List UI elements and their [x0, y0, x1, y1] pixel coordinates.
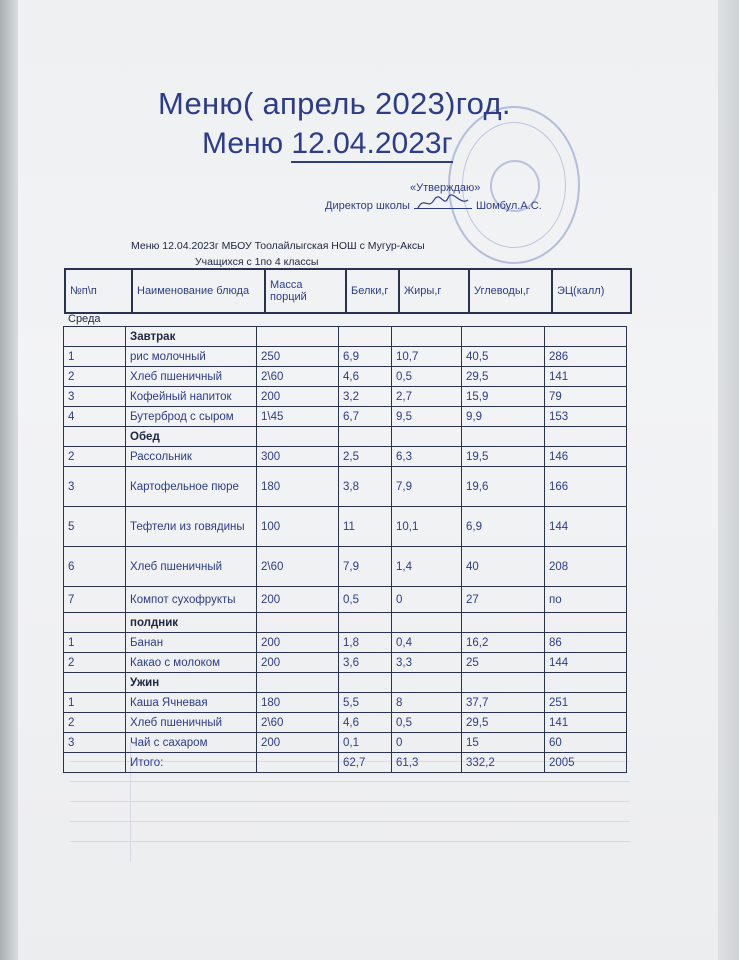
- dish-fat: 2,7: [392, 387, 462, 407]
- empty-cell: [462, 613, 545, 633]
- empty-cell: [257, 613, 339, 633]
- dish-fat: 6,3: [392, 447, 462, 467]
- dish-number: 5: [64, 507, 126, 547]
- faint-back-print: [70, 742, 630, 862]
- dish-kcal: 146: [545, 447, 627, 467]
- dish-number: 4: [64, 407, 126, 427]
- meal-section-row: [64, 327, 627, 347]
- empty-cell: [339, 327, 392, 347]
- dish-name: Каша Ячневая: [126, 693, 257, 713]
- menu-date-title: Меню 12.04.2023г: [202, 127, 453, 161]
- dish-carbs: 15,9: [462, 387, 545, 407]
- dish-kcal: 286: [545, 347, 627, 367]
- dish-name: Хлеб пшеничный: [126, 367, 257, 387]
- empty-cell: [392, 427, 462, 447]
- total-label: Итого:: [126, 753, 257, 773]
- dish-carbs: 40,5: [462, 347, 545, 367]
- meal-name: Ужин: [126, 673, 257, 693]
- menu-subtitle: Меню 12.04.2023г МБОУ Тоолайлыгская НОШ с Мугур-Аксы: [131, 240, 425, 252]
- dish-row: [64, 633, 627, 653]
- dish-protein: 5,5: [339, 693, 392, 713]
- dish-number: 2: [64, 653, 126, 673]
- column-header: ЭЦ(калл): [552, 269, 631, 313]
- empty-cell: [392, 613, 462, 633]
- empty-cell: [462, 427, 545, 447]
- dish-carbs: 29,5: [462, 713, 545, 733]
- dish-kcal: 144: [545, 507, 627, 547]
- dish-fat: 0: [392, 733, 462, 753]
- meal-section-row: [64, 613, 627, 633]
- column-header: Масса порций: [265, 269, 346, 313]
- dish-fat: 0: [392, 587, 462, 613]
- dish-protein: 3,6: [339, 653, 392, 673]
- empty-cell: [392, 327, 462, 347]
- dish-number: 2: [64, 447, 126, 467]
- dish-fat: 10,1: [392, 507, 462, 547]
- approval-label: «Утверждаю»: [410, 182, 481, 194]
- dish-mass: 180: [257, 467, 339, 507]
- dish-row: [64, 713, 627, 733]
- dish-mass: 2\60: [257, 547, 339, 587]
- dish-kcal: 86: [545, 633, 627, 653]
- dish-protein: 1,8: [339, 633, 392, 653]
- dish-number: 1: [64, 633, 126, 653]
- dish-fat: 0,5: [392, 713, 462, 733]
- dish-row: [64, 547, 627, 587]
- dish-row: [64, 507, 627, 547]
- meal-section-row: [64, 673, 627, 693]
- dish-mass: 100: [257, 507, 339, 547]
- column-header: Белки,г: [346, 269, 399, 313]
- dish-kcal: 141: [545, 713, 627, 733]
- dish-mass: 200: [257, 653, 339, 673]
- menu-header-table: [64, 268, 632, 314]
- empty-cell: [64, 327, 126, 347]
- dish-kcal: 153: [545, 407, 627, 427]
- empty-cell: [545, 613, 627, 633]
- dish-mass: 200: [257, 733, 339, 753]
- dish-name: рис молочный: [126, 347, 257, 367]
- empty-cell: [257, 327, 339, 347]
- dish-number: 2: [64, 367, 126, 387]
- dish-carbs: 29,5: [462, 367, 545, 387]
- dish-name: Компот сухофрукты: [126, 587, 257, 613]
- dish-row: [64, 653, 627, 673]
- dish-protein: 4,6: [339, 713, 392, 733]
- dish-number: 3: [64, 733, 126, 753]
- dish-carbs: 40: [462, 547, 545, 587]
- dish-carbs: 15: [462, 733, 545, 753]
- empty-cell: [462, 327, 545, 347]
- dish-fat: 1,4: [392, 547, 462, 587]
- total-protein: 62,7: [339, 753, 392, 773]
- dish-fat: 8: [392, 693, 462, 713]
- column-header: Жиры,г: [399, 269, 469, 313]
- dish-carbs: 27: [462, 587, 545, 613]
- dish-name: Хлеб пшеничный: [126, 547, 257, 587]
- dish-mass: 180: [257, 693, 339, 713]
- dish-kcal: 251: [545, 693, 627, 713]
- dish-protein: 7,9: [339, 547, 392, 587]
- empty-cell: [339, 613, 392, 633]
- dish-row: [64, 407, 627, 427]
- dish-name: Картофельное пюре: [126, 467, 257, 507]
- dish-mass: 250: [257, 347, 339, 367]
- dish-fat: 0,4: [392, 633, 462, 653]
- total-fat: 61,3: [392, 753, 462, 773]
- dish-fat: 9,5: [392, 407, 462, 427]
- signature: [414, 208, 472, 209]
- dish-row: [64, 447, 627, 467]
- empty-cell: [545, 327, 627, 347]
- menu-title: Меню( апрель 2023)год.: [158, 86, 511, 121]
- dish-protein: 0,5: [339, 587, 392, 613]
- dish-carbs: 9,9: [462, 407, 545, 427]
- dish-mass: 2\60: [257, 367, 339, 387]
- empty-cell: [339, 673, 392, 693]
- dish-protein: 6,9: [339, 347, 392, 367]
- dish-kcal: 166: [545, 467, 627, 507]
- dish-name: Какао с молоком: [126, 653, 257, 673]
- dish-kcal: 208: [545, 547, 627, 587]
- dish-mass: 1\45: [257, 407, 339, 427]
- director-label: Директор школы: [325, 200, 410, 212]
- director-signature-line: [325, 200, 542, 212]
- column-header: Наименование блюда: [132, 269, 265, 313]
- dish-fat: 7,9: [392, 467, 462, 507]
- dish-name: Бутерброд с сыром: [126, 407, 257, 427]
- dish-carbs: 37,7: [462, 693, 545, 713]
- empty-cell: [64, 427, 126, 447]
- dish-fat: 10,7: [392, 347, 462, 367]
- empty-cell: [64, 613, 126, 633]
- meal-name: полдник: [126, 613, 257, 633]
- dish-name: Тефтели из говядины: [126, 507, 257, 547]
- dish-number: 3: [64, 467, 126, 507]
- dish-protein: 0,1: [339, 733, 392, 753]
- menu-table: [63, 326, 627, 773]
- dish-carbs: 19,5: [462, 447, 545, 467]
- meal-name: Обед: [126, 427, 257, 447]
- dish-fat: 3,3: [392, 653, 462, 673]
- empty-cell: [257, 673, 339, 693]
- dish-protein: 3,2: [339, 387, 392, 407]
- empty-cell: [462, 673, 545, 693]
- dish-kcal: по: [545, 587, 627, 613]
- empty-cell: [257, 427, 339, 447]
- empty-cell: [545, 427, 627, 447]
- dish-name: Хлеб пшеничный: [126, 713, 257, 733]
- day-label: Среда: [68, 313, 101, 325]
- dish-name: Кофейный напиток: [126, 387, 257, 407]
- dish-name: Рассольник: [126, 447, 257, 467]
- dish-number: 6: [64, 547, 126, 587]
- dish-kcal: 144: [545, 653, 627, 673]
- dish-mass: 300: [257, 447, 339, 467]
- students-subtitle: Учащихся с 1по 4 классы: [195, 256, 319, 268]
- empty-cell: [545, 673, 627, 693]
- dish-row: [64, 347, 627, 367]
- dish-row: [64, 467, 627, 507]
- dish-kcal: 141: [545, 367, 627, 387]
- dish-mass: 200: [257, 387, 339, 407]
- dish-protein: 3,8: [339, 467, 392, 507]
- dish-name: Чай с сахаром: [126, 733, 257, 753]
- dish-row: [64, 587, 627, 613]
- empty-cell: [339, 427, 392, 447]
- dish-mass: 200: [257, 587, 339, 613]
- dish-row: [64, 367, 627, 387]
- dish-protein: 11: [339, 507, 392, 547]
- dish-carbs: 6,9: [462, 507, 545, 547]
- dish-carbs: 25: [462, 653, 545, 673]
- dish-carbs: 19,6: [462, 467, 545, 507]
- empty-cell: [64, 673, 126, 693]
- dish-fat: 0,5: [392, 367, 462, 387]
- dish-number: 3: [64, 387, 126, 407]
- column-header: №п\п: [65, 269, 132, 313]
- meal-name: Завтрак: [126, 327, 257, 347]
- column-header: Углеводы,г: [469, 269, 552, 313]
- dish-protein: 4,6: [339, 367, 392, 387]
- dish-name: Банан: [126, 633, 257, 653]
- dish-row: [64, 693, 627, 713]
- total-kcal: 2005: [545, 753, 627, 773]
- meal-section-row: [64, 427, 627, 447]
- dish-protein: 2,5: [339, 447, 392, 467]
- empty-cell: [392, 673, 462, 693]
- dish-protein: 6,7: [339, 407, 392, 427]
- menu-date: 12.04.2023г: [291, 127, 452, 163]
- dish-carbs: 16,2: [462, 633, 545, 653]
- dish-mass: 200: [257, 633, 339, 653]
- dish-number: 7: [64, 587, 126, 613]
- dish-number: 1: [64, 693, 126, 713]
- dish-row: [64, 387, 627, 407]
- director-name: Шомбул.А.С.: [475, 200, 542, 212]
- dish-kcal: 79: [545, 387, 627, 407]
- dish-number: 2: [64, 713, 126, 733]
- total-carbs: 332,2: [462, 753, 545, 773]
- dish-mass: 2\60: [257, 713, 339, 733]
- dish-number: 1: [64, 347, 126, 367]
- dish-kcal: 60: [545, 733, 627, 753]
